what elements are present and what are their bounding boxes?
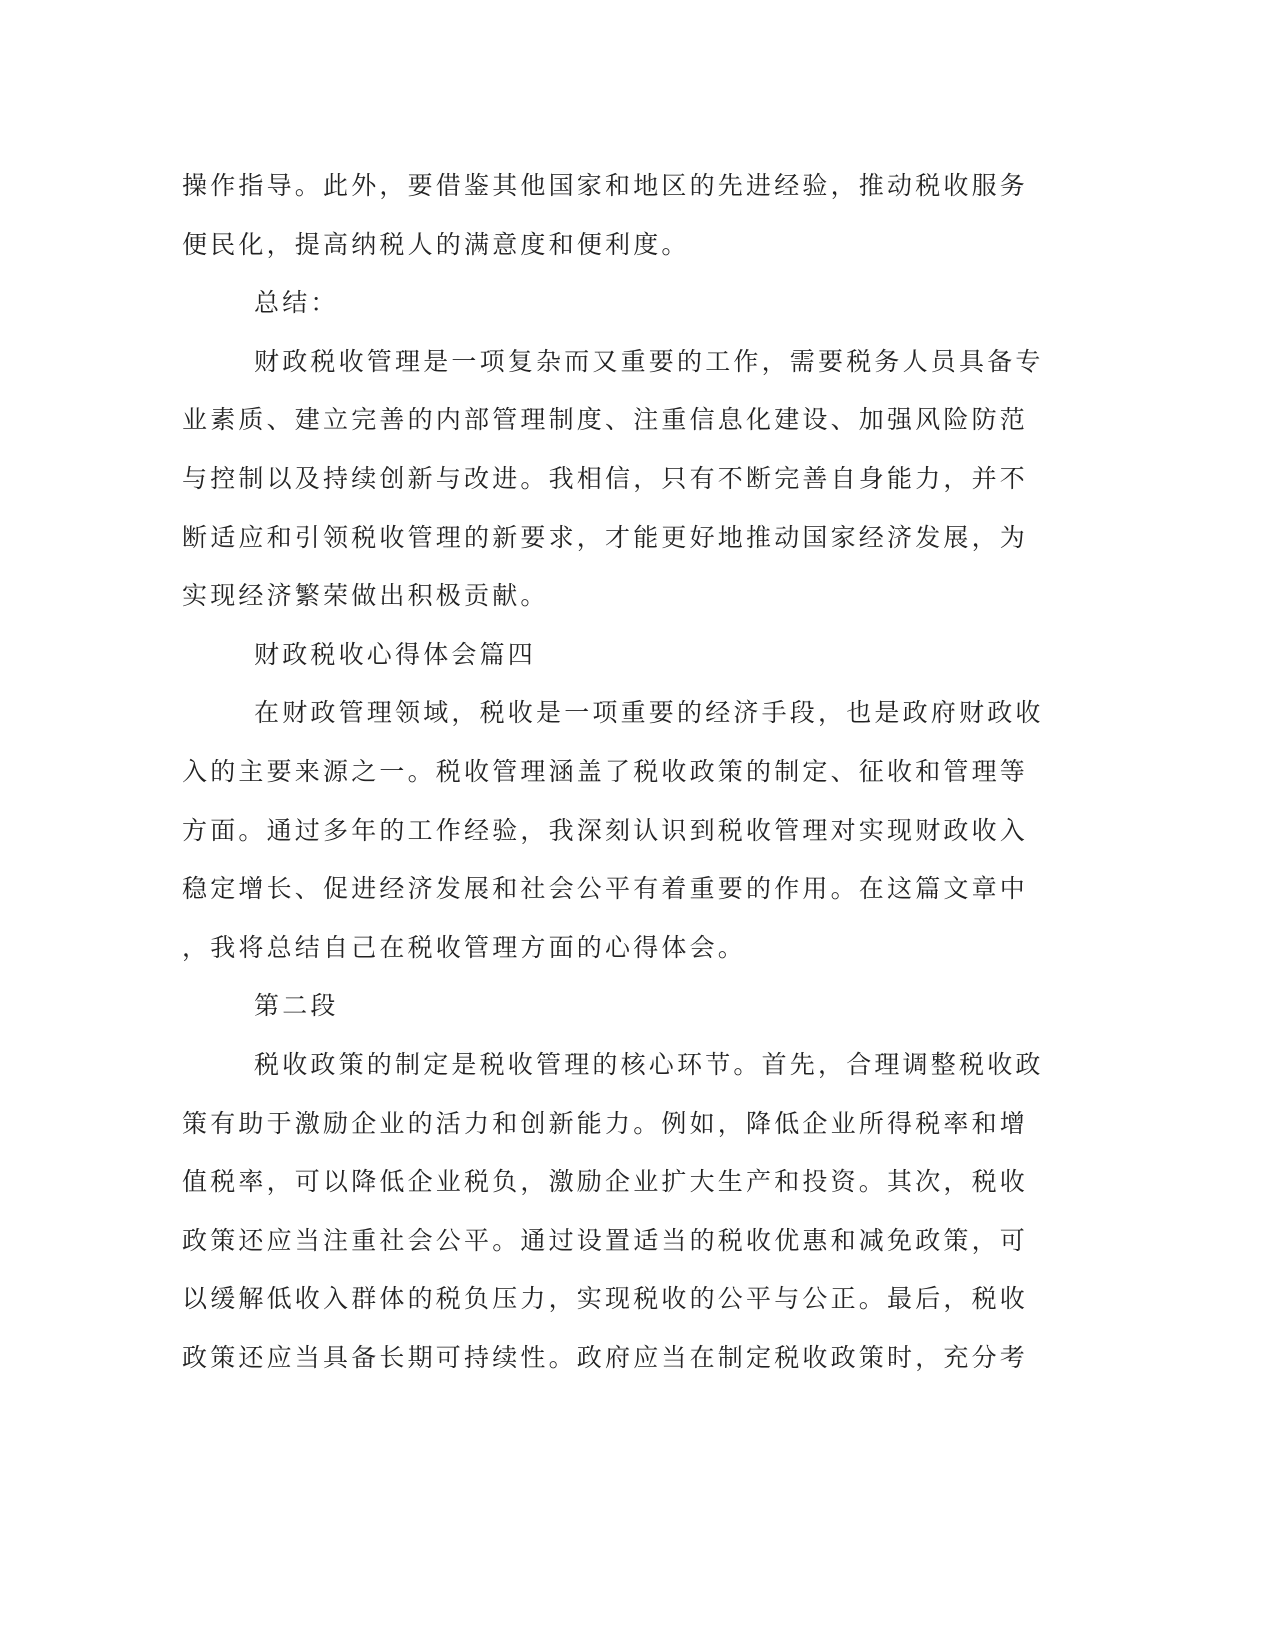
text-line: 实现经济繁荣做出积极贡献。: [182, 581, 549, 611]
text-line: 政策还应当具备长期可持续性。政府应当在制定税收政策时，充分考: [182, 1342, 1029, 1372]
section-heading-part-four: 财政税收心得体会篇四: [254, 639, 537, 669]
section-heading-summary: 总结：: [254, 288, 339, 318]
text-line: 在财政管理领域，税收是一项重要的经济手段，也是政府财政收: [254, 698, 1044, 728]
text-line: ，我将总结自己在税收管理方面的心得体会。: [182, 932, 747, 962]
text-line: 方面。通过多年的工作经验，我深刻认识到税收管理对实现财政收入: [182, 815, 1029, 845]
text-line: 与控制以及持续创新与改进。我相信，只有不断完善自身能力，并不: [182, 463, 1029, 493]
text-line: 稳定增长、促进经济发展和社会公平有着重要的作用。在这篇文章中: [182, 874, 1029, 904]
text-line: 策有助于激励企业的活力和创新能力。例如，降低企业所得税率和增: [182, 1108, 1029, 1138]
text-line: 政策还应当注重社会公平。通过设置适当的税收优惠和减免政策，可: [182, 1225, 1029, 1255]
text-line: 以缓解低收入群体的税负压力，实现税收的公平与公正。最后，税收: [182, 1284, 1029, 1314]
body-text: [182, 157, 1044, 1387]
text-line: 值税率，可以降低企业税负，激励企业扩大生产和投资。其次，税收: [182, 1167, 1029, 1197]
text-line: 财政税收管理是一项复杂而又重要的工作，需要税务人员具备专: [254, 346, 1044, 376]
text-line: 便民化，提高纳税人的满意度和便利度。: [182, 229, 690, 259]
text-line: 断适应和引领税收管理的新要求，才能更好地推动国家经济发展，为: [182, 522, 1029, 552]
text-line: 入的主要来源之一。税收管理涵盖了税收政策的制定、征收和管理等: [182, 756, 1029, 786]
text-line: 业素质、建立完善的内部管理制度、注重信息化建设、加强风险防范: [182, 405, 1029, 435]
text-line: 操作指导。此外，要借鉴其他国家和地区的先进经验，推动税收服务: [182, 171, 1029, 200]
section-heading-second-paragraph: 第二段: [254, 991, 339, 1021]
text-line: 税收政策的制定是税收管理的核心环节。首先，合理调整税收政: [254, 1049, 1044, 1079]
